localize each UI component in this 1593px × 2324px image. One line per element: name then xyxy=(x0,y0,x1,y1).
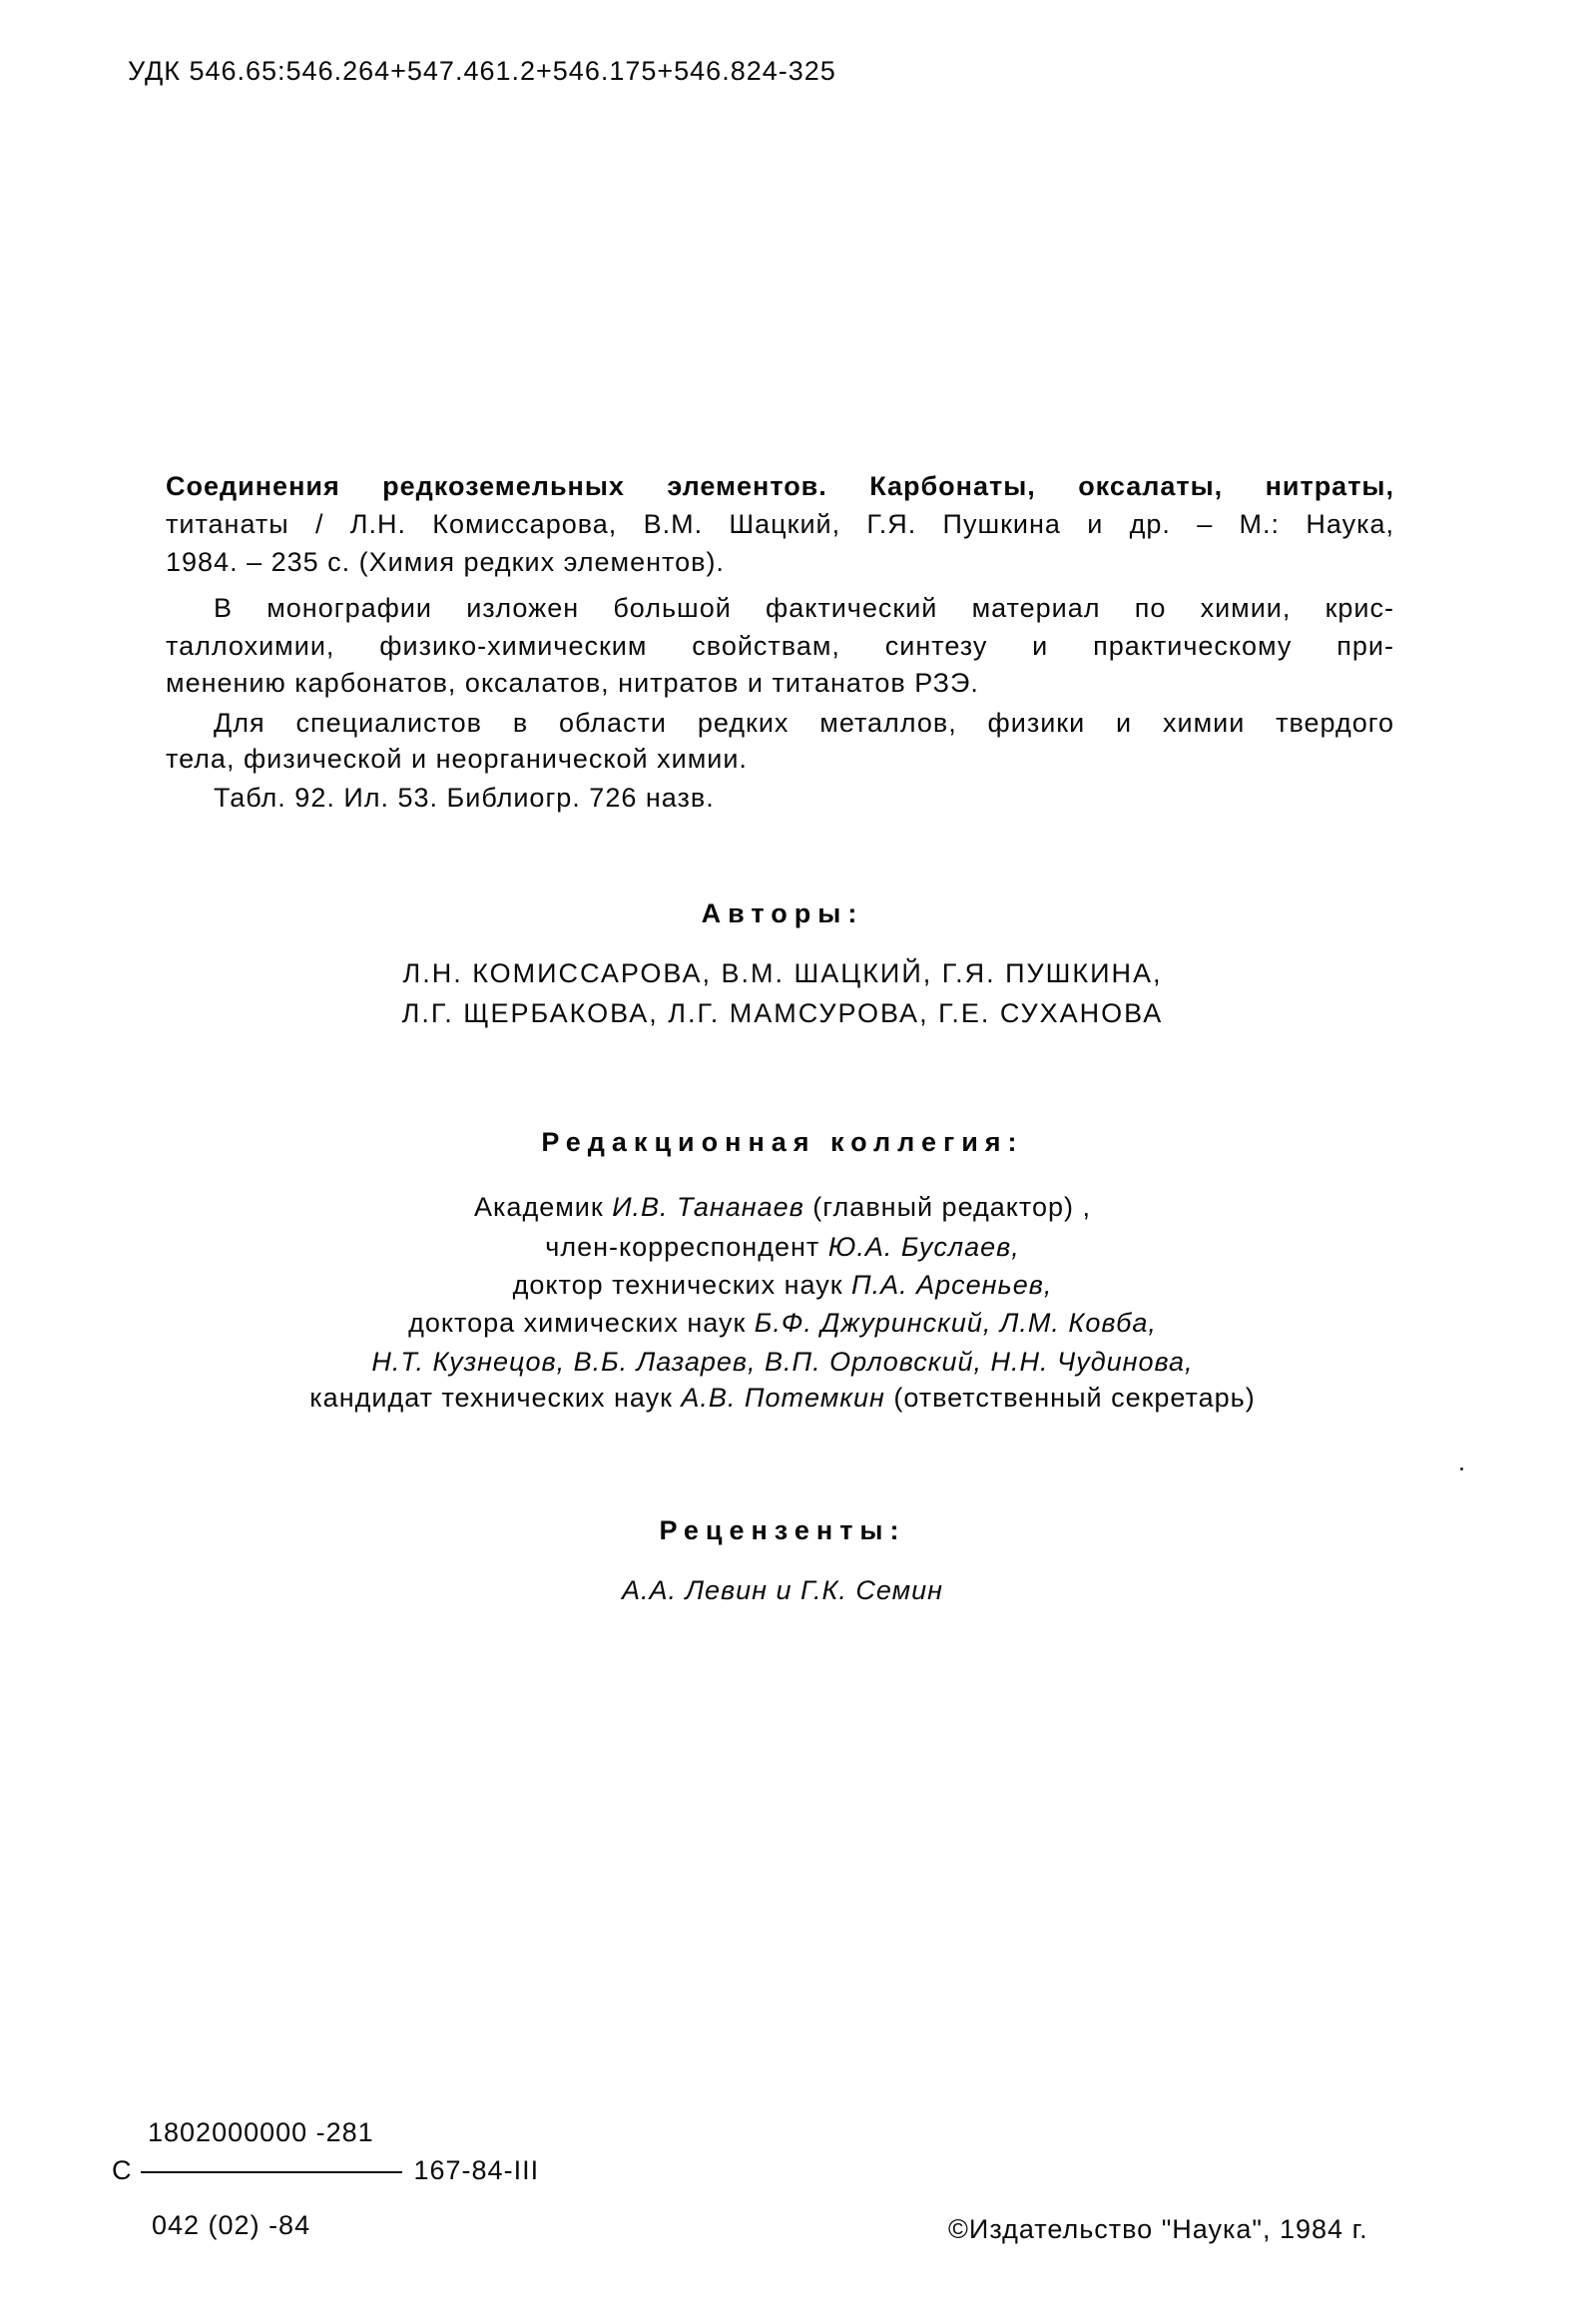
editorial-line xyxy=(0,1345,1565,1379)
imprint-order: 167-84-III xyxy=(413,2155,540,2185)
editor-names: Б.Ф. Джуринский, Л.М. Ковба, xyxy=(754,1308,1157,1338)
bibliography-line: титанаты / Л.Н. Комиссарова, В.М. Шацкий, Г.Я. Пушкина и др. – М.: Наука, xyxy=(166,509,1394,539)
editor-names: П.А. Арсеньев, xyxy=(851,1270,1053,1300)
authors-line: Л.Н. КОМИССАРОВА, В.М. ШАЦКИЙ, Г.Я. ПУШКИНА, xyxy=(402,958,1163,988)
editor-names: Н.Т. Кузнецов, В.Б. Лазарев, В.П. Орловский, Н.Н. Чудинова, xyxy=(371,1347,1194,1377)
abstract-stats: Табл. 92. Ил. 53. Библиогр. 726 назв. xyxy=(214,783,715,813)
editor-title: доктор технических наук xyxy=(512,1270,852,1300)
editor-role: (главный редактор) , xyxy=(803,1192,1091,1222)
abstract-line: тела, физической и неорганической химии. xyxy=(166,744,748,774)
editorial-line xyxy=(0,1381,1565,1415)
udk-code: УДК 546.65:546.264+547.461.2+546.175+546.824-325 xyxy=(128,56,836,86)
authors-line: Л.Г. ЩЕРБАКОВА, Л.Г. МАМСУРОВА, Г.Е. СУХАНОВА xyxy=(401,998,1164,1028)
editorial-heading: Редакционная коллегия: xyxy=(541,1127,1024,1157)
editor-role: (ответственный секретарь) xyxy=(884,1383,1256,1413)
editorial-line xyxy=(0,1268,1565,1302)
bibliography-line: Соединения редкоземельных элементов. Карбонаты, оксалаты, нитраты, xyxy=(166,471,1394,501)
editor-title: член-корреспондент xyxy=(545,1232,828,1262)
copyright-icon: © xyxy=(948,2214,969,2244)
reviewers-heading: Рецензенты: xyxy=(659,1515,906,1545)
editorial-line xyxy=(0,1230,1565,1264)
imprint-denominator: 042 (02) -84 xyxy=(152,2210,311,2240)
abstract-line: Для специалистов в области редких металлов, физики и химии твердого xyxy=(214,708,1394,738)
abstract-line: таллохимии, физико-химическим свойствам, синтезу и практическому при- xyxy=(166,631,1394,661)
reviewers-names: А.А. Левин и Г.К. Семин xyxy=(621,1575,944,1605)
editor-names: А.В. Потемкин xyxy=(681,1383,885,1413)
editor-title: кандидат технических наук xyxy=(309,1383,682,1413)
bibliography-line: 1984. – 235 с. (Химия редких элементов). xyxy=(166,547,725,577)
editor-names: И.В. Тананаев xyxy=(612,1192,804,1222)
abstract-line: В монографии изложен большой фактический материал по химии, крис- xyxy=(214,593,1394,623)
fraction-rule xyxy=(141,2171,402,2173)
authors-heading: Авторы: xyxy=(701,898,864,928)
scan-speck xyxy=(1460,1467,1463,1470)
copyright xyxy=(948,2212,1368,2246)
imprint-prefix: С xyxy=(112,2155,133,2185)
editor-title: доктора химических наук xyxy=(408,1308,755,1338)
copyright-text: Издательство "Наука", 1984 г. xyxy=(968,2214,1368,2244)
editor-title: Академик xyxy=(474,1192,613,1222)
editorial-line xyxy=(0,1190,1565,1224)
imprint-fraction xyxy=(112,2153,539,2187)
editor-names: Ю.А. Буслаев, xyxy=(827,1232,1020,1262)
imprint-numerator: 1802000000 -281 xyxy=(148,2117,374,2147)
abstract-line: менению карбонатов, оксалатов, нитратов и титанатов РЗЭ. xyxy=(166,668,979,698)
editorial-line xyxy=(0,1306,1565,1340)
